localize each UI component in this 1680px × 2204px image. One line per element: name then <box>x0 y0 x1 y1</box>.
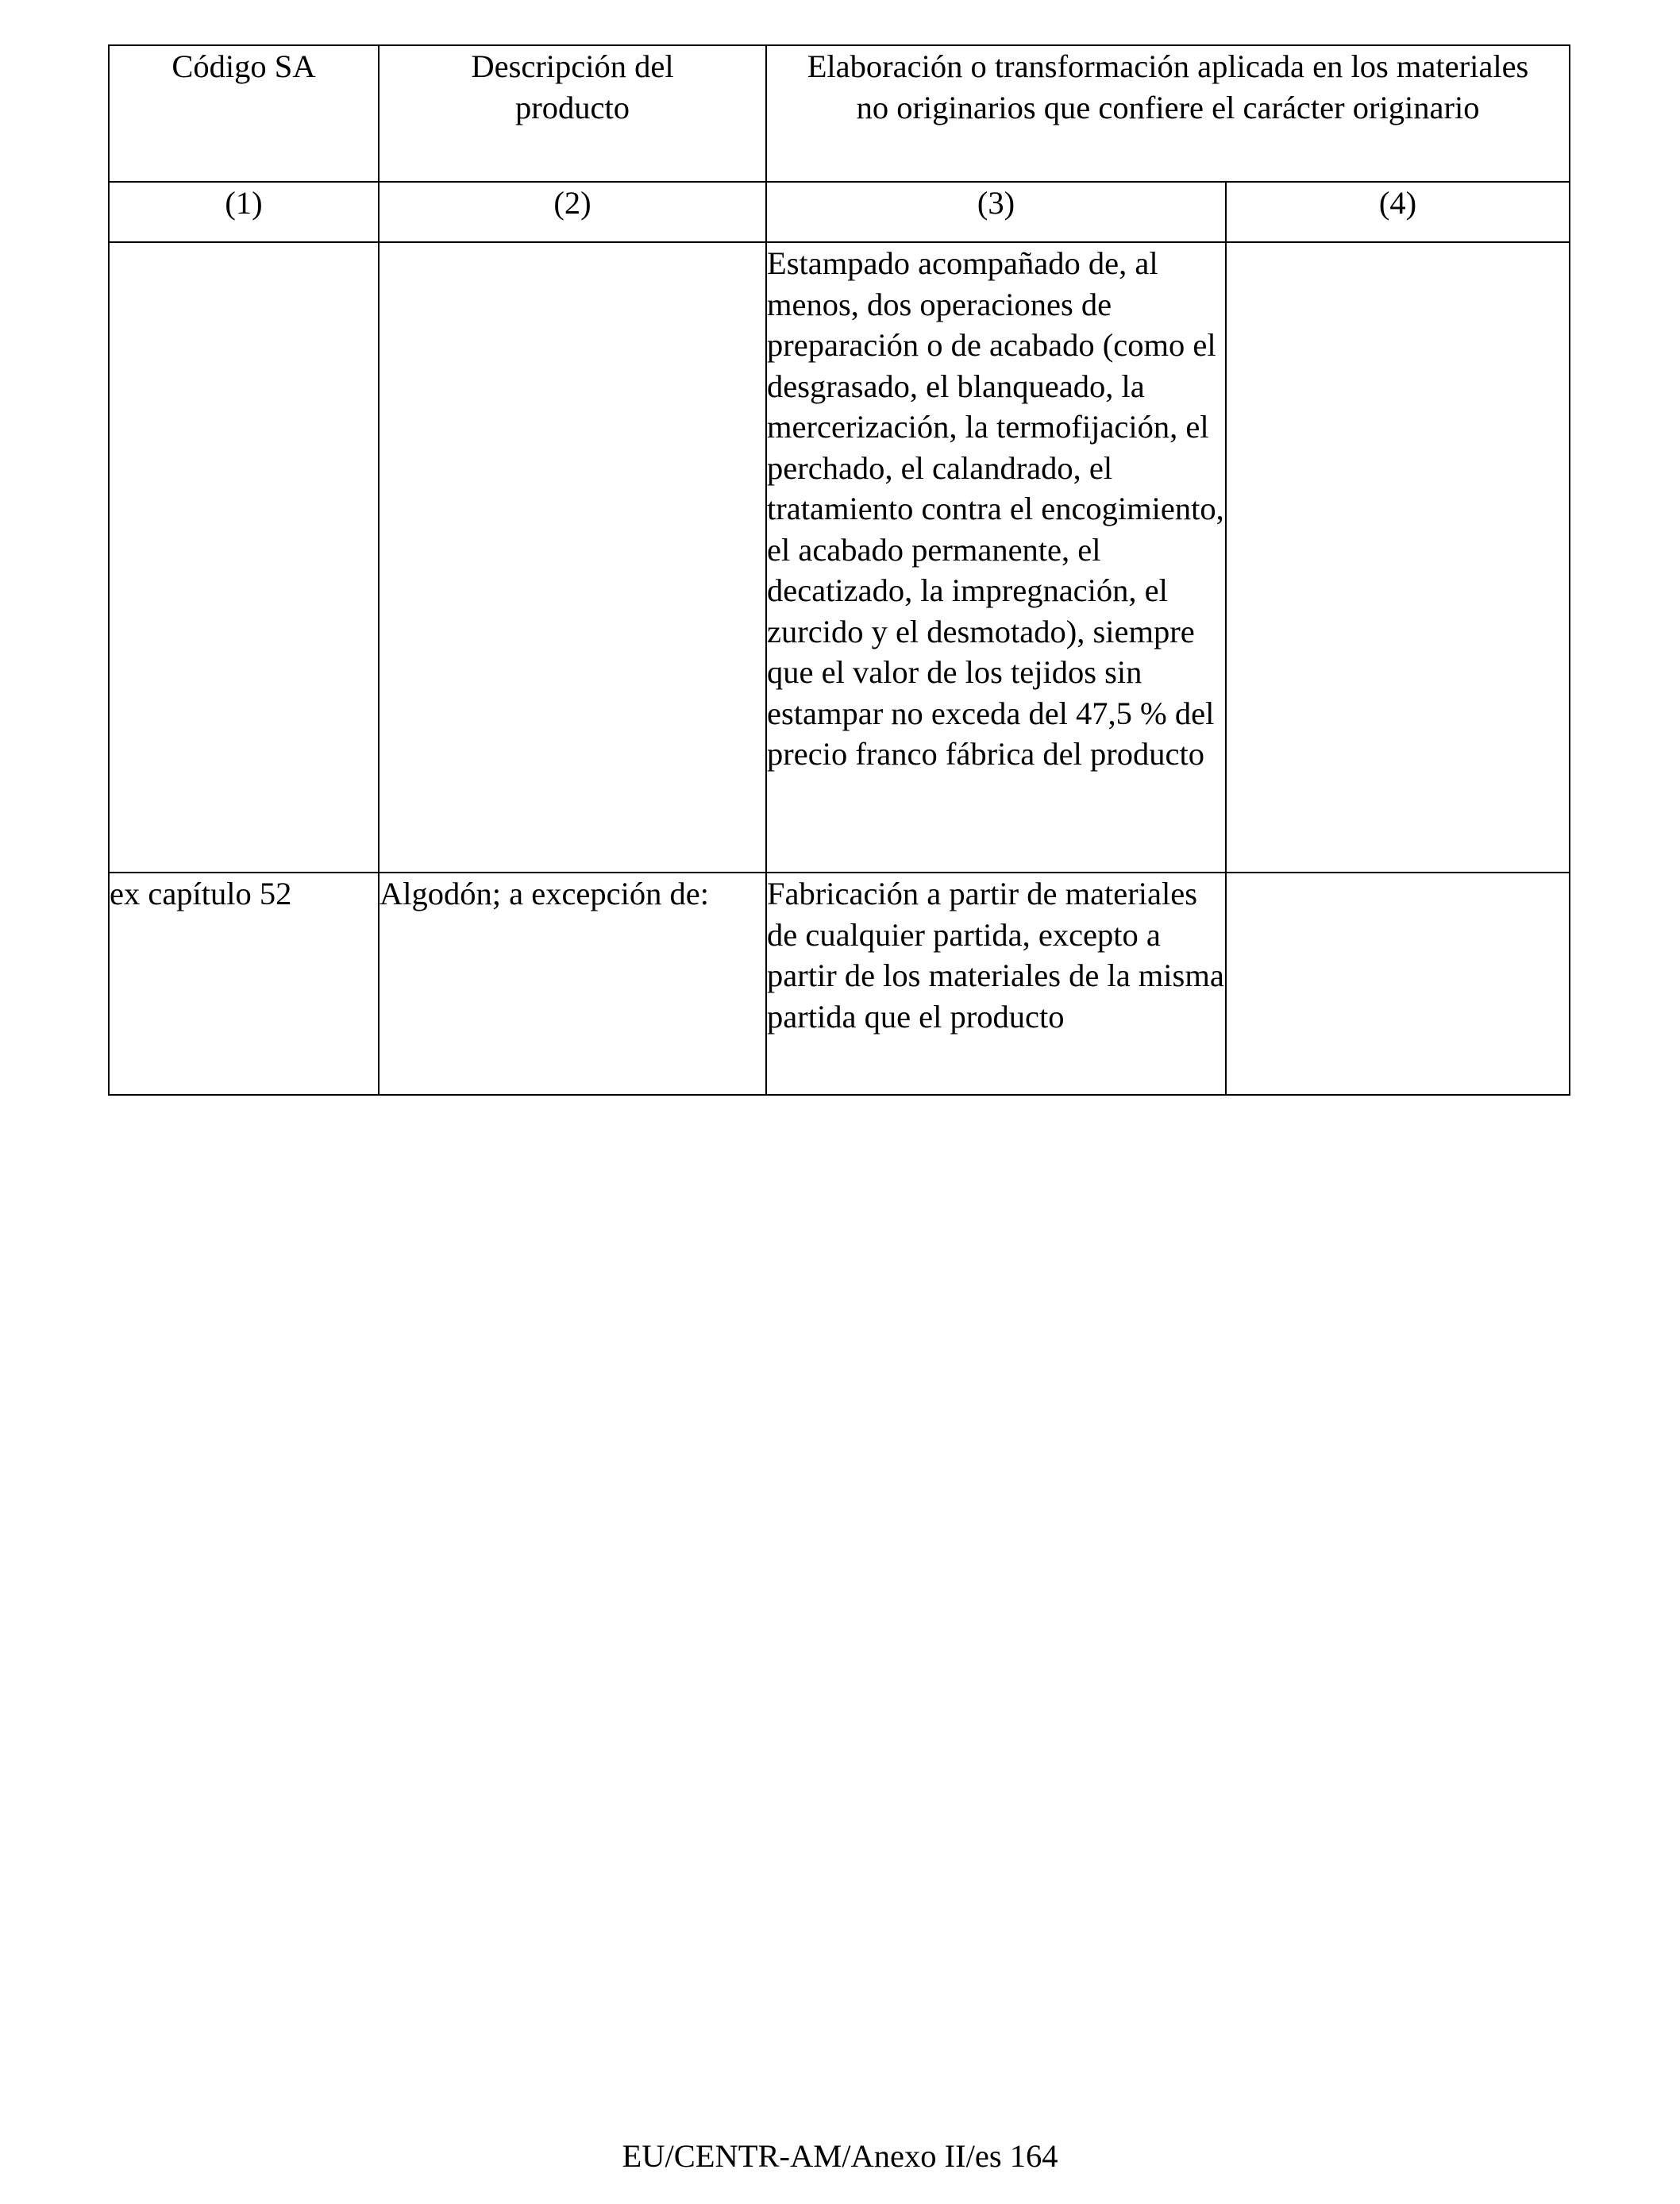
cell-rule: Fabricación a partir de materiales de cualquier partida, excepto a partir de los materiales de la misma partida que el producto <box>766 873 1226 1095</box>
column-number-row <box>109 182 1570 242</box>
header-hs-code: Código SA <box>109 45 379 182</box>
cell-hs-code <box>109 242 379 873</box>
cell-hs-code: ex capítulo 52 <box>109 873 379 1095</box>
table-row <box>109 242 1570 873</box>
column-number-2: (2) <box>379 182 766 242</box>
cell-alternative-rule <box>1226 242 1570 873</box>
cell-alternative-rule <box>1226 873 1570 1095</box>
page-footer-reference: EU/CENTR-AM/Anexo II/es 164 <box>622 2138 1058 2174</box>
header-product-description: Descripción del producto <box>379 45 766 182</box>
origin-rules-table <box>108 44 1570 1096</box>
header-row <box>109 45 1570 182</box>
column-number-3: (3) <box>766 182 1226 242</box>
column-number-4: (4) <box>1226 182 1570 242</box>
column-number-1: (1) <box>109 182 379 242</box>
cell-description: Algodón; a excepción de: <box>379 873 766 1095</box>
cell-description <box>379 242 766 873</box>
table-row <box>109 873 1570 1095</box>
cell-rule: Estampado acompañado de, al menos, dos operaciones de preparación o de acabado (como el desgrasado, el blanqueado, la mercerización, la termofijación, el perchado, el calandrado, el tratamiento contra el encogimiento, el acabado permanente, el decatizado, la impregnación, el zurcido y el desmotado), siempre que el valor de los tejidos sin estampar no exceda del 47,5 % del precio franco fábrica del producto <box>766 242 1226 873</box>
header-working-processing: Elaboración o transformación aplicada en los materiales no originarios que confiere el carácter originario <box>766 45 1570 182</box>
